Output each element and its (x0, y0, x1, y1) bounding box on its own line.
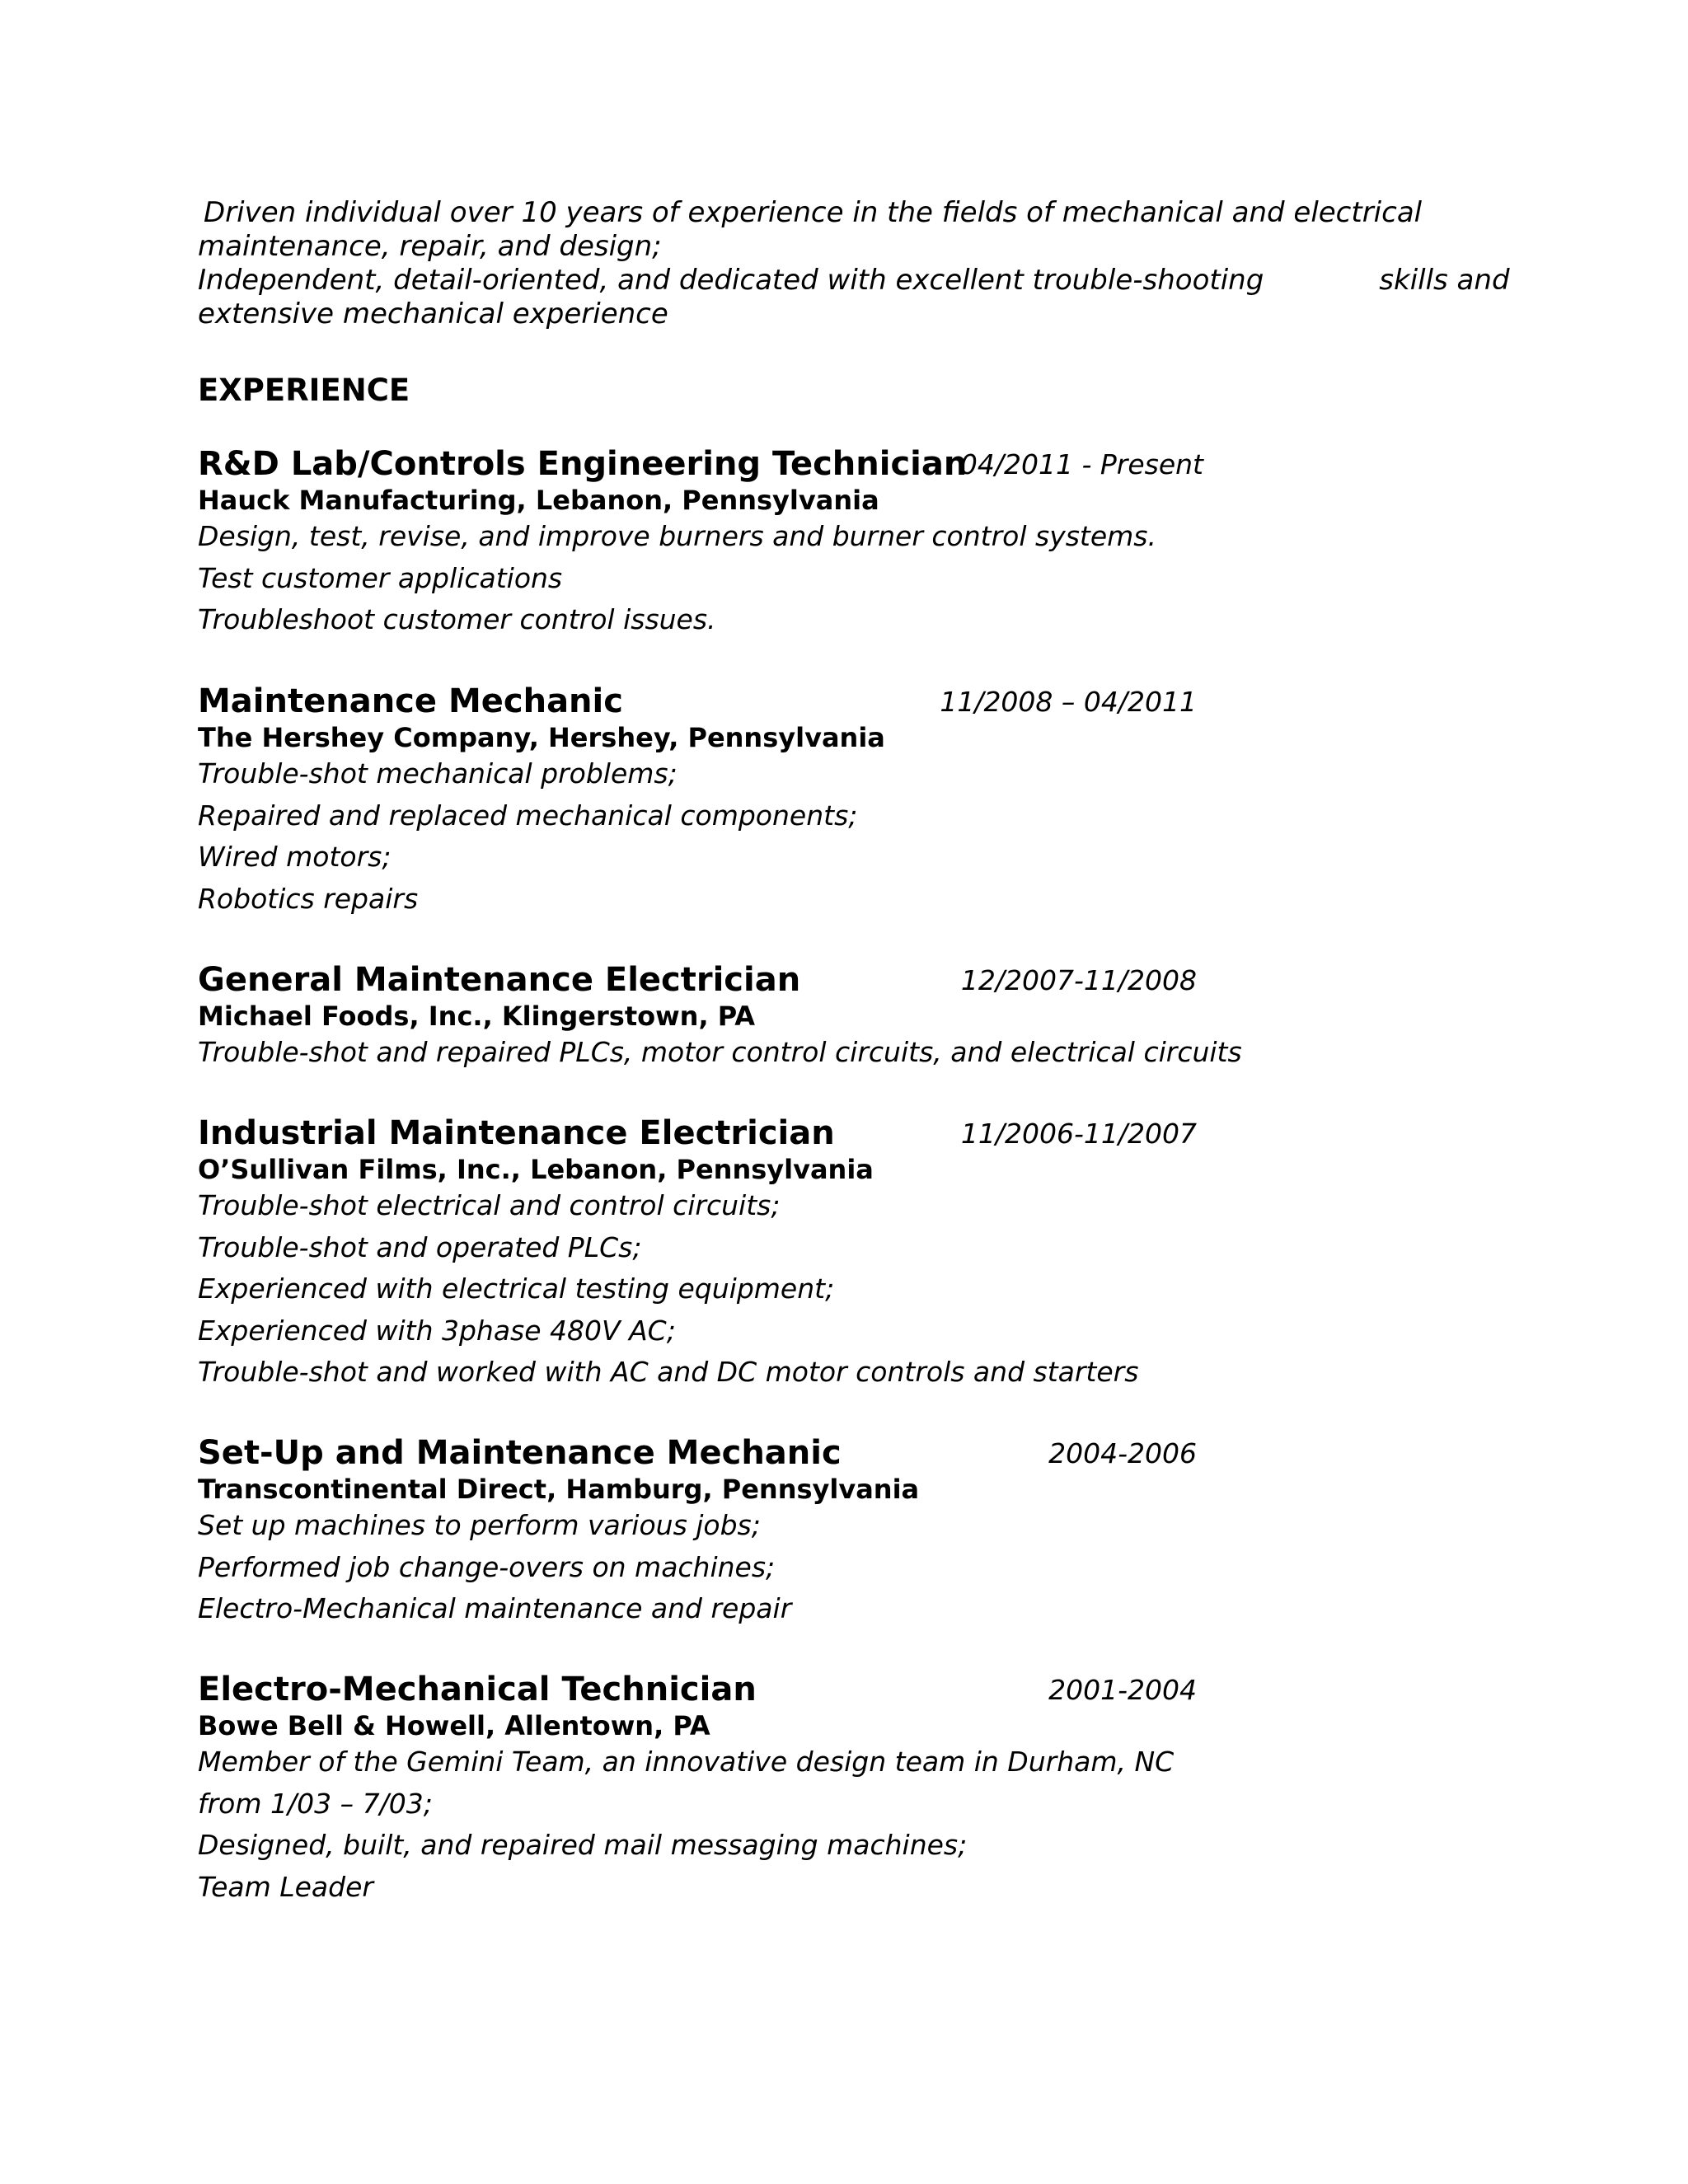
job-tasks (198, 753, 1187, 920)
job-dates: 2001-2004 (1048, 1674, 1197, 1706)
job-company: Michael Foods, Inc., Klingerstown, PA (198, 1001, 756, 1032)
job-task: Repaired and replaced mechanical components; (198, 799, 858, 832)
job-tasks (198, 1185, 1187, 1394)
job-task: Experienced with electrical testing equipment; (198, 1272, 835, 1305)
job-task: Trouble-shot mechanical problems; (198, 757, 678, 790)
job-dates: 11/2006-11/2007 (960, 1118, 1197, 1150)
job-tasks (198, 1505, 1187, 1630)
job-dates: 12/2007-11/2008 (960, 964, 1197, 996)
job-title: Industrial Maintenance Electrician (198, 1114, 835, 1152)
job-task: Set up machines to perform various jobs; (198, 1509, 761, 1541)
job-dates: 11/2008 – 04/2011 (940, 686, 1197, 718)
job-entry (198, 1113, 1197, 1394)
job-header (198, 1113, 1197, 1154)
job-title: Set-Up and Maintenance Mechanic (198, 1434, 842, 1472)
job-task: Member of the Gemini Team, an innovative design team in Durham, NC (198, 1746, 1175, 1778)
job-task: Performed job change-overs on machines; (198, 1550, 776, 1583)
job-task: Robotics repairs (198, 882, 419, 915)
job-tasks (198, 1741, 1187, 1908)
job-task: from 1/03 – 7/03; (198, 1787, 433, 1820)
job-company: Transcontinental Direct, Hamburg, Pennsylvania (198, 1474, 920, 1505)
job-task: Wired motors; (198, 841, 392, 873)
summary-line (198, 264, 1510, 298)
job-tasks (198, 516, 1187, 641)
job-entry (198, 443, 1203, 641)
job-task: Design, test, revise, and improve burners and burner control systems. (198, 520, 1156, 552)
job-company: Bowe Bell & Howell, Allentown, PA (198, 1710, 710, 1741)
job-task: Trouble-shot and worked with AC and DC motor controls and starters (198, 1356, 1139, 1388)
job-dates: 04/2011 - Present (959, 448, 1203, 480)
job-title: Electro-Mechanical Technician (198, 1671, 757, 1708)
job-company: O’Sullivan Films, Inc., Lebanon, Pennsylvania (198, 1154, 874, 1185)
job-task: Experienced with 3phase 480V AC; (198, 1314, 676, 1347)
summary-line-part: Independent, detail-oriented, and dedicated with excellent trouble-shooting (198, 264, 1264, 297)
experience-heading: EXPERIENCE (198, 373, 410, 408)
job-task: Troubleshoot customer control issues. (198, 603, 716, 635)
job-title: Maintenance Mechanic (198, 682, 623, 720)
job-task: Team Leader (198, 1870, 373, 1903)
job-tasks (198, 1032, 1242, 1074)
job-entry (198, 1669, 1197, 1908)
summary-line: extensive mechanical experience (198, 298, 668, 330)
summary-line-part: skills and (1379, 264, 1510, 297)
summary-line: Driven individual over 10 years of experience in the fields of mechanical and electrical (204, 196, 1423, 229)
job-header (198, 959, 1197, 1001)
job-task: Electro-Mechanical maintenance and repair (198, 1592, 792, 1624)
job-title: R&D Lab/Controls Engineering Technician (198, 445, 968, 483)
job-title: General Maintenance Electrician (198, 961, 801, 999)
summary (198, 196, 1510, 331)
job-task: Test customer applications (198, 561, 563, 594)
job-task: Trouble-shot and repaired PLCs, motor control circuits, and electrical circuits (198, 1036, 1242, 1068)
job-dates: 2004-2006 (1048, 1437, 1197, 1469)
job-header (198, 681, 1197, 722)
job-task: Trouble-shot electrical and control circuits; (198, 1189, 781, 1221)
job-entry (198, 1432, 1197, 1630)
job-task: Trouble-shot and operated PLCs; (198, 1230, 642, 1263)
job-task: Designed, built, and repaired mail messaging machines; (198, 1829, 968, 1861)
job-entry (198, 681, 1197, 920)
job-company: Hauck Manufacturing, Lebanon, Pennsylvania (198, 485, 879, 516)
job-entry (198, 959, 1242, 1074)
job-header (198, 443, 1203, 485)
job-header (198, 1432, 1197, 1474)
summary-line: maintenance, repair, and design; (198, 230, 662, 263)
job-header (198, 1669, 1197, 1710)
job-company: The Hershey Company, Hershey, Pennsylvania (198, 722, 885, 753)
